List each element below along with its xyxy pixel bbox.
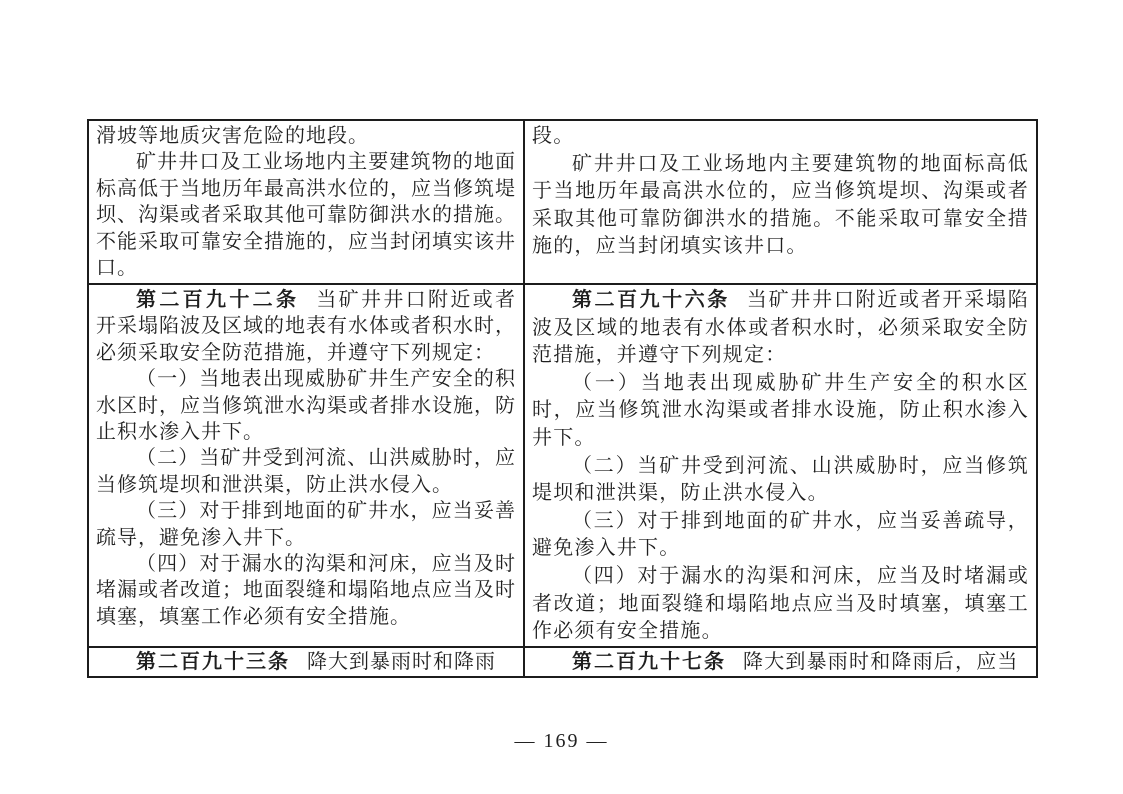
table-row	[88, 284, 1037, 647]
list-item: （三）对于排到地面的矿井水，应当妥善疏导，避免渗入井下。	[96, 500, 516, 549]
cell-row1-right	[524, 120, 1037, 284]
cell-row1-left	[88, 120, 524, 284]
cell-row2-right	[524, 284, 1037, 647]
article-number: 第二百九十二条	[136, 289, 300, 311]
cell-row2-left	[88, 284, 524, 647]
list-item: （四）对于漏水的沟渠和河床，应当及时堵漏或者改道；地面裂缝和塌陷地点应当及时填塞，填塞工作必须有安全措施。	[532, 564, 1029, 643]
page-number: — 169 —	[514, 730, 609, 752]
article-text: 降大到暴雨时和降雨	[307, 650, 496, 673]
article-paragraph	[96, 650, 516, 675]
article-paragraph	[532, 287, 1029, 370]
list-item: （二）当矿井受到河流、山洪威胁时，应当修筑堤坝和泄洪渠，防止洪水侵入。	[96, 447, 516, 496]
paragraph-body: 矿井井口及工业场地内主要建筑物的地面标高低于当地历年最高洪水位的，应当修筑堤坝、沟渠或者采取其他可靠防御洪水的措施。不能采取可靠安全措施的，应当封闭填实该井口。	[532, 152, 1029, 258]
article-number: 第二百九十七条	[572, 650, 726, 673]
regulation-comparison-table	[87, 119, 1038, 678]
article-intro: 当矿井井口附近或者开采塌陷波及区域的地表有水体或者积水时，必须采取安全防范措施，并遵守下列规定：	[96, 289, 517, 364]
paragraph-continuation: 滑坡等地质灾害危险的地段。	[96, 125, 369, 147]
table-row	[88, 647, 1037, 677]
article-number: 第二百九十六条	[572, 289, 730, 311]
list-item: （二）当矿井受到河流、山洪威胁时，应当修筑堤坝和泄洪渠，防止洪水侵入。	[532, 454, 1029, 505]
paragraph-body: 矿井井口及工业场地内主要建筑物的地面标高低于当地历年最高洪水位的，应当修筑堤坝、沟渠或者采取其他可靠防御洪水的措施。不能采取可靠安全措施的，应当封闭填实该井口。	[96, 151, 516, 280]
table-row	[88, 120, 1037, 284]
article-paragraph	[96, 287, 516, 366]
article-text: 降大到暴雨时和降雨后，应当	[743, 650, 1019, 673]
paragraph-continuation: 段。	[532, 125, 575, 147]
list-item: （一）当地表出现威胁矿井生产安全的积水区时，应当修筑泄水沟渠或者排水设施，防止积水渗入井下。	[532, 371, 1029, 449]
list-item: （一）当地表出现威胁矿井生产安全的积水区时，应当修筑泄水沟渠或者排水设施，防止积水渗入井下。	[96, 368, 516, 444]
article-paragraph	[532, 650, 1029, 675]
cell-row3-right	[524, 647, 1037, 677]
list-item: （四）对于漏水的沟渠和河床，应当及时堵漏或者改道；地面裂缝和塌陷地点应当及时填塞，填塞工作必须有安全措施。	[96, 553, 516, 628]
article-intro: 当矿井井口附近或者开采塌陷波及区域的地表有水体或者积水时，必须采取安全防范措施，并遵守下列规定：	[532, 289, 1029, 367]
cell-row3-left	[88, 647, 524, 677]
list-item: （三）对于排到地面的矿井水，应当妥善疏导，避免渗入井下。	[532, 509, 1029, 560]
article-number: 第二百九十三条	[136, 650, 290, 673]
